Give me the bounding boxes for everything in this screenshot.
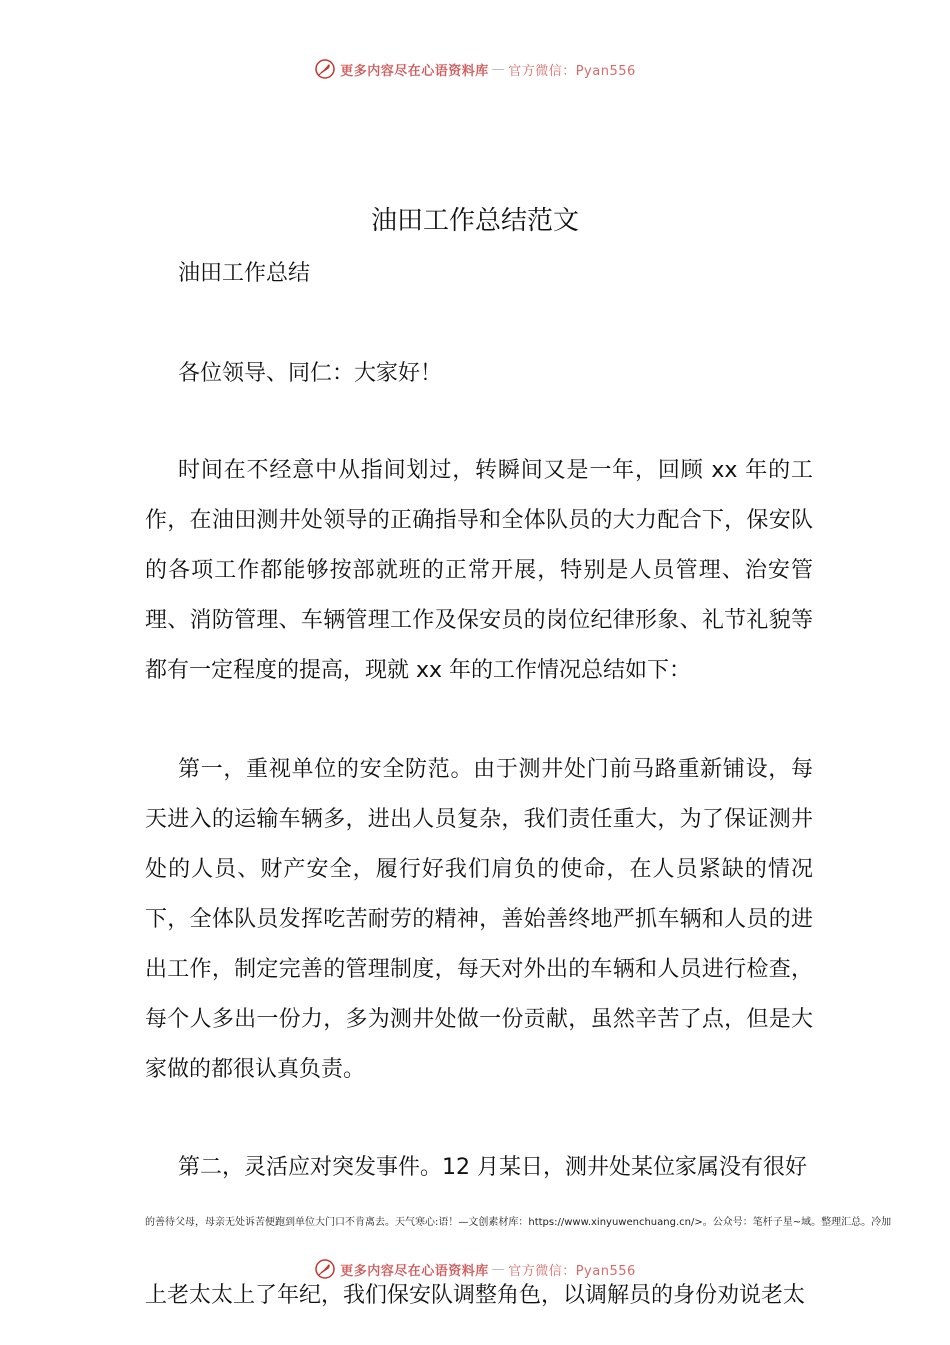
paragraph-continuation: 上老太太上了年纪，我们保安队调整角色，以调解员的身份劝说老太 [145,1283,806,1308]
greeting: 各位领导、同仁：大家好！ [178,361,443,386]
watermark-contact: 官方微信：Pyan556 [508,63,636,79]
paragraph-first-point: 第一，重视单位的安全防范。由于测井处门前马路重新铺设，每天进入的运输车辆多，进出人员复杂，我们责任重大，为了保证测井处的人员、财产安全，履行好我们肩负的使命，在人员紧缺的情况下，全体队员发挥吃苦耐劳的精神，善始善终地严抓车辆和人员的进出工作，制定完善的管理制度，每天对外出的车辆和人员进行检查，每个人多出一份力，多为测井处做一份贡献，虽然辛苦了点，但是大家做的都很认真负责。 [145,757,813,1082]
document-subtitle: 油田工作总结 [178,261,311,286]
paragraph-intro: 时间在不经意中从指间划过，转瞬间又是一年，回顾 xx 年的工作，在油田测井处领导的正确指导和全体队员的大力配合下，保安队的各项工作都能够按部就班的正常开展，特别是人员管理、治安管理、消防管理、车辆管理工作及保安员的岗位纪律形象、礼节礼貌等都有一定程度的提高，现就 xx 年的工作情况总结如下： [145,458,813,683]
header-watermark [0,54,950,84]
footnote: 的善待父母，母亲无处诉苦便跑到单位大门口不肯离去。天气寒心:语！—文创素材库：https://www.xinyuwenchuang.cn/>。公众号：笔杆子星~域。整理汇总。冷加 [145,1217,892,1228]
watermark-brand: 更多内容尽在心语资料库 [340,1263,489,1279]
watermark-separator: — [491,1261,506,1277]
document-title: 油田工作总结范文 [370,206,579,236]
watermark-contact: 官方微信：Pyan556 [508,1263,636,1279]
paragraph-second-point: 第二，灵活应对突发事件。12 月某日，测井处某位家属没有很好 [178,1155,807,1180]
watermark-separator: — [491,61,506,77]
feather-pen-logo-icon [314,1258,336,1280]
watermark-brand: 更多内容尽在心语资料库 [340,63,489,79]
feather-pen-logo-icon [314,58,336,80]
